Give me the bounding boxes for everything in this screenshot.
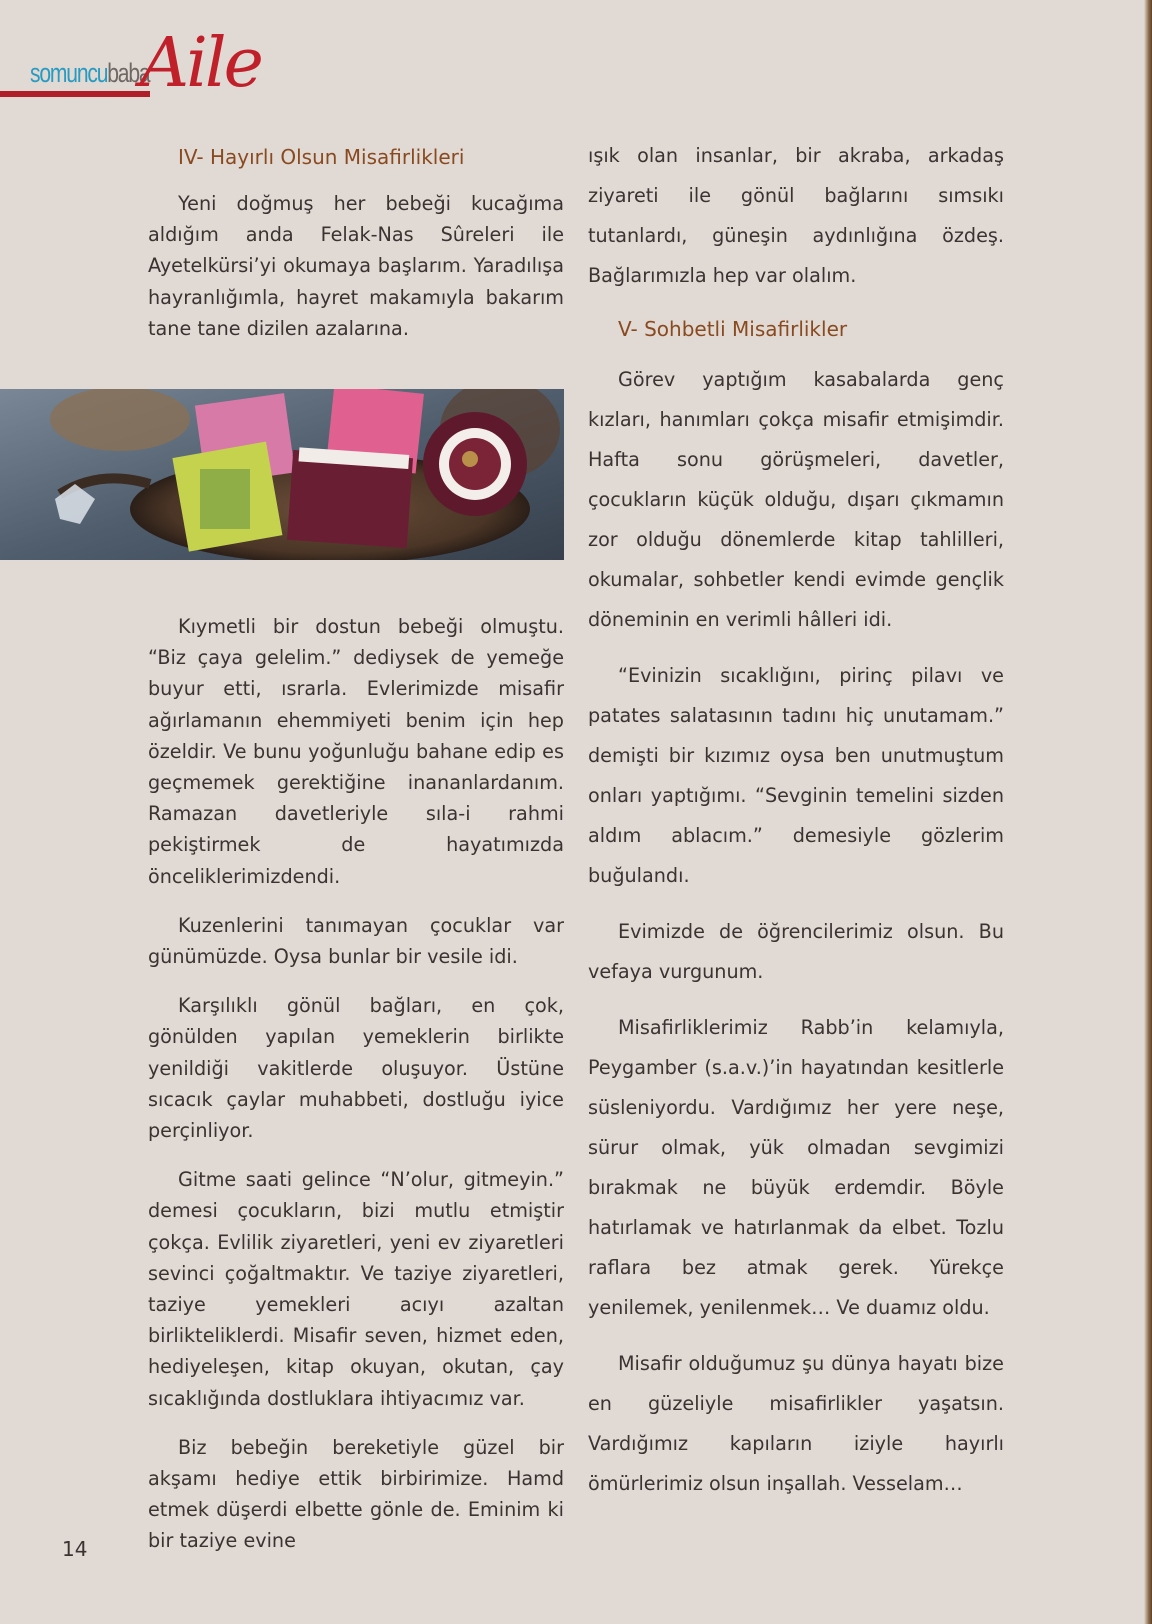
paragraph: Gitme saati gelince “N’olur, gitmeyin.” demesi çocukların, bizi mutlu etmiştir çokça. Evlilik ziyaretleri, yeni ev ziyaretleri sevinci çoğaltmaktır. Ve taziye ziyaretleri, taziye yemekleri acıyı azaltan birlikteliklerdi. Misafir seven, hizmet eden, hediyeleşen, kitap okuyan, okutan, çay sıcaklığında dostluklara ihtiyacımız var. [148,1168,564,1410]
paragraph: ışık olan insanlar, bir akraba, arkadaş ziyareti ile gönül bağlarını sımsıkı tutanlardı, güneşin aydınlığına özdeş. Bağlarımızla hep var olalım. [588,144,1004,287]
paragraph: Biz bebeğin bereketiyle güzel bir akşamı hediye ettik birbirimize. Hamd etmek düşerdi elbette gönle de. Eminim ki bir taziye evine [148,1435,564,1553]
paragraph: Misafir olduğumuz şu dünya hayatı bize en güzeliyle misafirlikler yaşatsın. Vardığımız kapıların iziyle hayırlı ömürlerimiz olsun inşallah. Vesselam… [588,1352,1004,1495]
section-heading-v: V- Sohbetli Misafirlikler [618,317,848,341]
paragraph: Yeni doğmuş her bebeği kucağıma aldığım anda Felak-Nas Sûreleri ile Ayetelkürsi’yi okumaya başlarım. Yaradılışa hayranlığımla, hayret makamıyla bakarım tane tane dizilen azalarına. [148,192,564,340]
masthead-logo [0,24,261,116]
turkish-delight-image [0,389,564,560]
paragraph: Karşılıklı gönül bağları, en çok, gönülden yapılan yemeklerin birlikte yenildiği vakitlerde oluşuyor. Üstüne sıcacık çaylar muhabbeti, dostluğu iyice perçinliyor. [148,994,564,1143]
paragraph: Kıymetli bir dostun bebeği olmuştu. “Biz çaya gelelim.” dediysek de yemeğe buyur etti, ısrarla. Evlerimizde misafir ağırlamanın ehemmiyeti benim için hep özeldir. Ve bunu yoğunluğu bahane edip es geçmemek gerektiğine inananlardanım. Ramazan davetleriyle sıla-i rahmi pekiştirmek de hayatımızda önceliklerimizdendi. [148,615,564,888]
paragraph: “Evinizin sıcaklığını, pirinç pilavı ve patates salatasının tadını hiç unutamam.” demişti bir kızımız oysa ben unutmuştum onları yaptığımı. “Sevginin temelini sizden aldım ablacım.” demesiyle gözlerim buğulandı. [588,664,1004,887]
paragraph: Evimizde de öğrencilerimiz olsun. Bu vefaya vurgunum. [588,920,1004,983]
brand-part-2: baba [107,58,150,88]
lokum-photo [0,389,564,560]
paragraph: Misafirliklerimiz Rabb’in kelamıyla, Peygamber (s.a.v.)’in hayatından kesitlerle süsleniyordu. Vardığımız her yere neşe, sürur olmak, yük olmadan sevgimizi bırakmak ne büyük erdemdir. Böyle hatırlamak ve hatırlanmak da elbet. Tozlu raflara bez atmak gerek. Yürekçe yenilemek, yenilenmek… Ve duamız oldu. [588,1016,1004,1319]
brand-part-1: somuncu [30,58,108,88]
paragraph: Kuzenlerini tanımayan çocuklar var günümüzde. Oysa bunlar bir vesile idi. [148,913,564,969]
masthead-red-line [0,91,150,97]
paragraph: Görev yaptığım kasabalarda genç kızları, hanımları çokça misafir etmişimdir. Hafta sonu görüşmeleri, davetler, çocukların küçük olduğu, dışarı çıkmamın zor olduğu dönemlerde kitap tahlilleri, okumalar, sohbetler kendi evimde gençlik döneminin en verimli hâlleri idi. [588,368,1004,631]
section-heading-iv: IV- Hayırlı Olsun Misafirlikleri [178,145,465,169]
left-column-top [148,142,564,344]
right-column [588,136,1004,1504]
page-number: 14 [62,1537,88,1561]
section-title: Aile [140,24,261,103]
page-edge-shadow [1144,0,1152,1624]
brand-wordmark [30,58,149,89]
left-column-bottom [148,611,564,1557]
